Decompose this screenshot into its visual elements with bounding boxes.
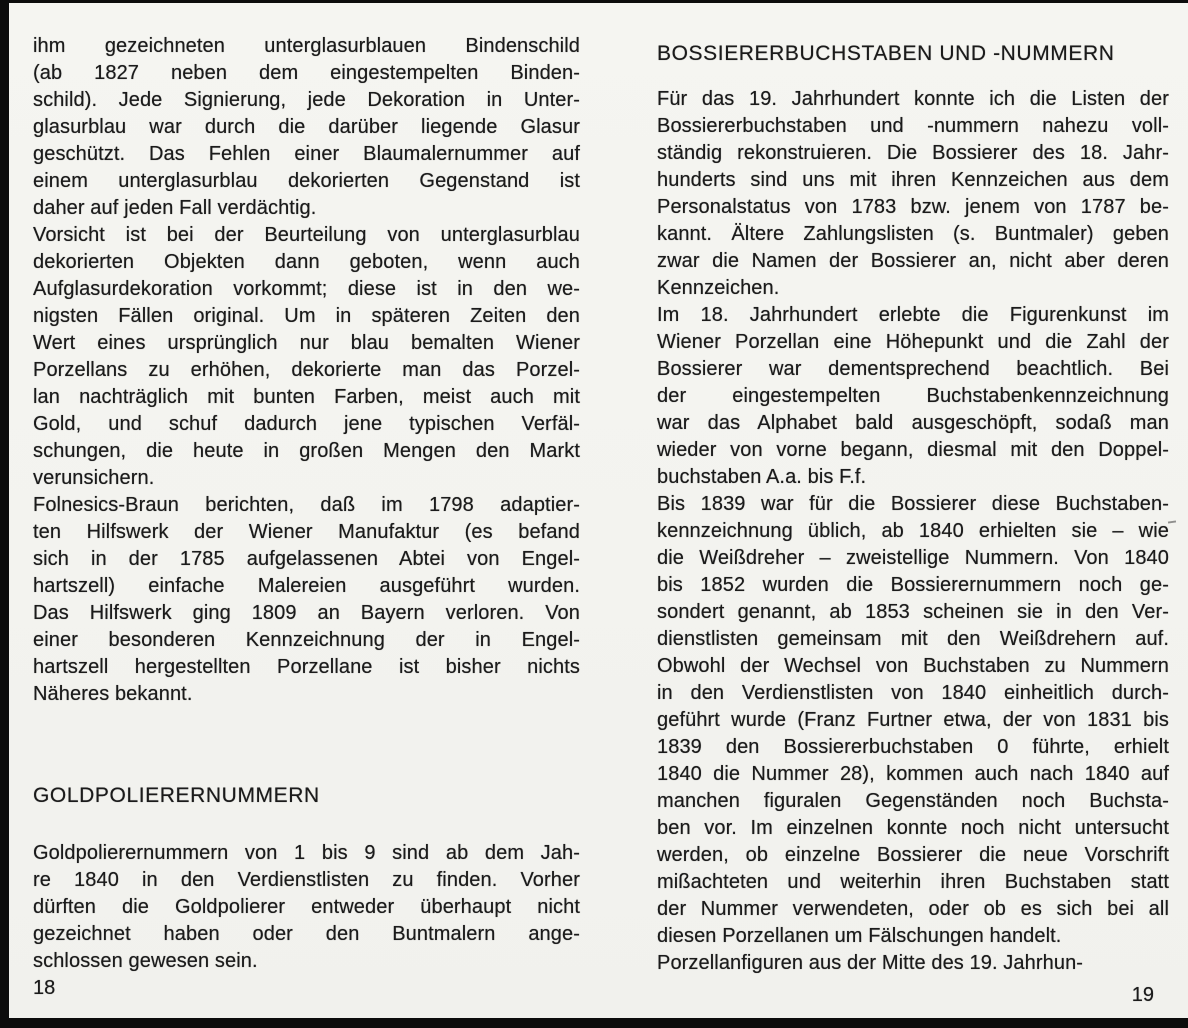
text-line: dürften die Goldpolierer entweder überhaupt nicht bbox=[33, 896, 580, 918]
text-line: schlossen gewesen sein. bbox=[33, 950, 258, 972]
text-line: hartszell hergestellten Porzellane ist bisher nichts bbox=[33, 656, 580, 678]
text-line: Wiener Porzellan eine Höhepunkt und die Zahl der bbox=[657, 331, 1169, 353]
text-line: Personalstatus von 1783 bzw. jenem von 1787 be- bbox=[657, 196, 1169, 218]
text-line: Goldpolierernummern von 1 bis 9 sind ab dem Jah- bbox=[33, 842, 580, 864]
text-line: ständig rekonstruieren. Die Bossierer des 18. Jahr- bbox=[657, 142, 1169, 164]
text-line: glasurblau war durch die darüber liegende Glasur bbox=[33, 116, 580, 138]
paragraph-folnesics-braun bbox=[33, 492, 580, 708]
text-line: hunderts sind uns mit ihren Kennzeichen aus dem bbox=[657, 169, 1169, 191]
text-line: Aufglasurdekoration vorkommt; diese ist in den we- bbox=[33, 278, 580, 300]
text-line: 1839 den Bossiererbuchstaben 0 führte, erhielt bbox=[657, 736, 1169, 758]
paragraph-buchstaben-nummern-wechsel bbox=[657, 491, 1169, 950]
text-line: war das Alphabet bald ausgeschöpft, sodaß man bbox=[657, 412, 1169, 434]
text-line: zwar die Namen der Bossierer an, nicht aber deren bbox=[657, 250, 1169, 272]
scan-edge-bottom bbox=[0, 1018, 1188, 1028]
text-line: dekorierten Objekten dann geboten, wenn auch bbox=[33, 251, 580, 273]
text-line: ihm gezeichneten unterglasurblauen Bindenschild bbox=[33, 35, 580, 57]
text-line: manchen figuralen Gegenständen noch Buchsta- bbox=[657, 790, 1169, 812]
text-line: hartszell) einfache Malereien ausgeführt wurden. bbox=[33, 575, 580, 597]
text-line: Porzellanfiguren aus der Mitte des 19. Jahrhun- bbox=[657, 952, 1084, 974]
scan-artifact bbox=[1168, 520, 1176, 523]
section-heading-goldpolierernummern: GOLDPOLIERERNUMMERN bbox=[33, 784, 320, 807]
text-line: kannt. Ältere Zahlungslisten (s. Buntmaler) geben bbox=[657, 223, 1169, 245]
paragraph-figurenkunst bbox=[657, 302, 1169, 491]
text-line: werden, ob einzelne Bossierer die neue Vorschrift bbox=[657, 844, 1169, 866]
text-line: Folnesics-Braun berichten, daß im 1798 adaptier- bbox=[33, 494, 580, 516]
text-line: Vorsicht ist bei der Beurteilung von unterglasurblau bbox=[33, 224, 580, 246]
text-line: einem unterglasurblau dekorierten Gegenstand ist bbox=[33, 170, 580, 192]
paragraph-caution-overglaze bbox=[33, 222, 580, 492]
paragraph-goldpolierernummern bbox=[33, 840, 580, 975]
text-line: mißachteten und weiterhin ihren Buchstaben statt bbox=[657, 871, 1169, 893]
page-number-18: 18 bbox=[33, 977, 56, 999]
text-line: Kennzeichen. bbox=[657, 277, 780, 299]
text-line: schild). Jede Signierung, jede Dekoration in Unter- bbox=[33, 89, 580, 111]
text-line: der eingestempelten Buchstabenkennzeichnung bbox=[657, 385, 1169, 407]
text-line: sich in der 1785 aufgelassenen Abtei von Engel- bbox=[33, 548, 580, 570]
text-line: ben vor. Im einzelnen konnte noch nicht untersucht bbox=[657, 817, 1169, 839]
text-line: kennzeichnung üblich, ab 1840 erhielten sie – wie bbox=[657, 520, 1169, 542]
text-line: Für das 19. Jahrhundert konnte ich die Listen der bbox=[657, 88, 1169, 110]
text-line: Im 18. Jahrhundert erlebte die Figurenkunst im bbox=[657, 304, 1169, 326]
text-line: dienstlisten gemeinsam mit den Weißdrehern auf. bbox=[657, 628, 1169, 650]
text-line: die Weißdreher – zweistellige Nummern. Von 1840 bbox=[657, 547, 1169, 569]
text-line: daher auf jeden Fall verdächtig. bbox=[33, 197, 317, 219]
text-line: bis 1852 wurden die Bossierernummern noch ge- bbox=[657, 574, 1169, 596]
text-line: re 1840 in den Verdienstlisten zu finden. Vorher bbox=[33, 869, 580, 891]
paragraph-underglaze-blue bbox=[33, 33, 580, 222]
text-line: sondert genannt, ab 1853 scheinen sie in den Ver- bbox=[657, 601, 1169, 623]
text-line: nigsten Fällen original. Um in späteren Zeiten den bbox=[33, 305, 580, 327]
paragraph-bossierer-lists bbox=[657, 86, 1169, 302]
text-line: lan nachträglich mit bunten Farben, meist auch mit bbox=[33, 386, 580, 408]
text-line: schungen, die heute in großen Mengen den Markt bbox=[33, 440, 580, 462]
text-line: in den Verdienstlisten von 1840 einheitlich durch- bbox=[657, 682, 1169, 704]
text-line: ten Hilfswerk der Wiener Manufaktur (es befand bbox=[33, 521, 580, 543]
page-number-19: 19 bbox=[1131, 984, 1154, 1006]
text-line: Obwohl der Wechsel von Buchstaben zu Nummern bbox=[657, 655, 1169, 677]
text-line: Bossiererbuchstaben und -nummern nahezu voll- bbox=[657, 115, 1169, 137]
text-line: Bis 1839 war für die Bossierer diese Buchstaben- bbox=[657, 493, 1169, 515]
text-line: einer besonderen Kennzeichnung der in Engel- bbox=[33, 629, 580, 651]
text-line: 1840 die Nummer 28), kommen auch nach 1840 auf bbox=[657, 763, 1169, 785]
left-page-column bbox=[33, 33, 580, 975]
text-line: wieder von vorne begann, diesmal mit den Doppel- bbox=[657, 439, 1169, 461]
text-line: gezeichnet haben oder den Buntmalern ange- bbox=[33, 923, 580, 945]
text-line: Gold, und schuf dadurch jene typischen Verfäl- bbox=[33, 413, 580, 435]
scan-edge-left bbox=[0, 0, 9, 1028]
text-line: der Nummer verwendeten, oder ob es sich bei all bbox=[657, 898, 1169, 920]
section-heading-bossiererbuchstaben: BOSSIERERBUCHSTABEN UND -NUMMERN bbox=[657, 42, 1115, 65]
text-line: Porzellans zu erhöhen, dekorierte man das Porzel- bbox=[33, 359, 580, 381]
right-page-column bbox=[657, 40, 1169, 977]
text-line: (ab 1827 neben dem eingestempelten Binden- bbox=[33, 62, 580, 84]
text-line: diesen Porzellanen um Fälschungen handelt. bbox=[657, 925, 1062, 947]
text-line: Näheres bekannt. bbox=[33, 683, 193, 705]
text-line: Wert eines ursprünglich nur blau bemalten Wiener bbox=[33, 332, 580, 354]
text-line: buchstaben A.a. bis F.f. bbox=[657, 466, 867, 488]
scan-edge-top bbox=[0, 0, 1188, 3]
text-line: verunsichern. bbox=[33, 467, 155, 489]
paragraph-porzellanfiguren-cutoff bbox=[657, 950, 1169, 977]
text-line: geschützt. Das Fehlen einer Blaumalernummer auf bbox=[33, 143, 580, 165]
text-line: Bossierer war dementsprechend beachtlich. Bei bbox=[657, 358, 1169, 380]
text-line: Das Hilfswerk ging 1809 an Bayern verloren. Von bbox=[33, 602, 580, 624]
text-line: geführt wurde (Franz Furtner etwa, der von 1831 bis bbox=[657, 709, 1169, 731]
